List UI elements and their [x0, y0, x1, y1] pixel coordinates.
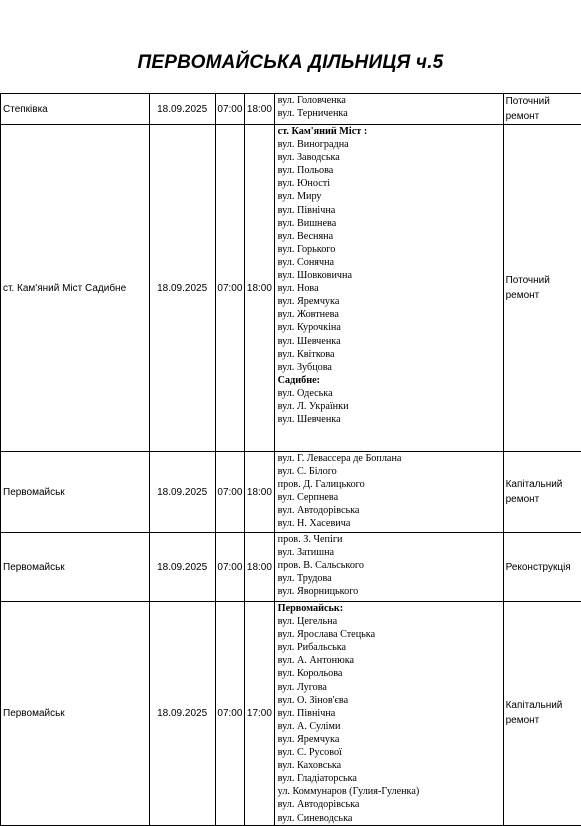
date-cell: 18.09.2025 — [149, 533, 215, 602]
street-item: Садибне: — [278, 374, 501, 387]
work-type-cell: Капітальний ремонт — [503, 452, 581, 533]
street-item: вул. Серпнева — [278, 491, 501, 504]
street-item: вул. Автодорівська — [278, 504, 501, 517]
end-time-cell: 17:00 — [245, 602, 275, 826]
start-time-cell: 07:00 — [215, 125, 245, 452]
street-item: пров. Д. Галицького — [278, 478, 501, 491]
street-item: вул. Зубцова — [278, 361, 501, 374]
end-time-cell: 18:00 — [245, 94, 275, 125]
street-item: вул. Трудова — [278, 572, 501, 585]
location-cell: ст. Кам'яний Міст Садибне — [1, 125, 150, 452]
street-item: вул. Ярослава Стецька — [278, 628, 501, 641]
street-item: вул. Сонячна — [278, 256, 501, 269]
schedule-table — [0, 93, 581, 826]
table-row — [1, 94, 581, 125]
street-item: вул. Цегельна — [278, 615, 501, 628]
streets-cell — [274, 94, 503, 125]
work-type-cell: Реконструкція — [503, 533, 581, 602]
street-item: вул. Північна — [278, 204, 501, 217]
street-item: Первомайськ: — [278, 602, 501, 615]
location-cell: Степківка — [1, 94, 150, 125]
street-item: вул. Каховська — [278, 759, 501, 772]
street-item: вул. Заводська — [278, 151, 501, 164]
table-row — [1, 452, 581, 533]
street-item: вул. Лугова — [278, 681, 501, 694]
street-item: вул. Шовковична — [278, 269, 501, 282]
street-item: вул. С. Білого — [278, 465, 501, 478]
streets-cell — [274, 533, 503, 602]
street-item: вул. Л. Українки — [278, 400, 501, 413]
street-item: вул. Терниченка — [278, 107, 501, 120]
date-cell: 18.09.2025 — [149, 94, 215, 125]
street-item: вул. Юності — [278, 177, 501, 190]
street-item: вул. Автодорівська — [278, 798, 501, 811]
street-item: вул. Польова — [278, 164, 501, 177]
street-item: ст. Кам'яний Міст : — [278, 125, 501, 138]
start-time-cell: 07:00 — [215, 602, 245, 826]
street-item: вул. Жовтнева — [278, 308, 501, 321]
street-item: вул. Квіткова — [278, 348, 501, 361]
work-type-cell: Поточний ремонт — [503, 94, 581, 125]
street-item: пров. В. Сальського — [278, 559, 501, 572]
start-time-cell: 07:00 — [215, 533, 245, 602]
street-item: вул. Горького — [278, 243, 501, 256]
location-cell: Первомайськ — [1, 452, 150, 533]
street-item: вул. Курочкіна — [278, 321, 501, 334]
street-item: вул. Синеводська — [278, 812, 501, 825]
street-item: вул. Яремчука — [278, 295, 501, 308]
work-type-cell: Капітальний ремонт — [503, 602, 581, 826]
end-time-cell: 18:00 — [245, 125, 275, 452]
street-item: вул. Г. Левассера де Боплана — [278, 452, 501, 465]
streets-cell — [274, 452, 503, 533]
street-item: вул. Рибальська — [278, 641, 501, 654]
street-item: вул. Яворницького — [278, 585, 501, 598]
streets-cell — [274, 125, 503, 452]
street-item: вул. Виноградна — [278, 138, 501, 151]
location-cell: Первомайськ — [1, 602, 150, 826]
street-item: вул. С. Русової — [278, 746, 501, 759]
streets-cell — [274, 602, 503, 826]
street-item: вул. Миру — [278, 190, 501, 203]
page-title: ПЕРВОМАЙСЬКА ДІЛЬНИЦЯ ч.5 — [0, 52, 581, 74]
end-time-cell: 18:00 — [245, 452, 275, 533]
date-cell: 18.09.2025 — [149, 125, 215, 452]
street-item: вул. Шевченка — [278, 413, 501, 426]
street-item: вул. Затишна — [278, 546, 501, 559]
street-item: вул. Н. Хасевича — [278, 517, 501, 530]
work-type-cell: Поточний ремонт — [503, 125, 581, 452]
street-item: вул. Нова — [278, 282, 501, 295]
street-item: вул. А. Суліми — [278, 720, 501, 733]
street-item: вул. Гладіаторська — [278, 772, 501, 785]
street-item: вул. Корольова — [278, 667, 501, 680]
table-row — [1, 533, 581, 602]
street-item: вул. Весняна — [278, 230, 501, 243]
location-cell: Первомайськ — [1, 533, 150, 602]
street-item: вул. Шевченка — [278, 335, 501, 348]
street-item: вул. Одеська — [278, 387, 501, 400]
street-item: вул. Яремчука — [278, 733, 501, 746]
street-item: ул. Коммунаров (Гулия-Гуленка) — [278, 785, 501, 798]
table-row — [1, 125, 581, 452]
street-item: пров. З. Чепіги — [278, 533, 501, 546]
date-cell: 18.09.2025 — [149, 602, 215, 826]
table-row — [1, 602, 581, 826]
start-time-cell: 07:00 — [215, 452, 245, 533]
street-item: вул. Північна — [278, 707, 501, 720]
start-time-cell: 07:00 — [215, 94, 245, 125]
date-cell: 18.09.2025 — [149, 452, 215, 533]
street-item: вул. А. Антонюка — [278, 654, 501, 667]
street-item: вул. Вишнева — [278, 217, 501, 230]
street-item: вул. Головченка — [278, 94, 501, 107]
end-time-cell: 18:00 — [245, 533, 275, 602]
street-item: вул. О. Зінов'єва — [278, 694, 501, 707]
